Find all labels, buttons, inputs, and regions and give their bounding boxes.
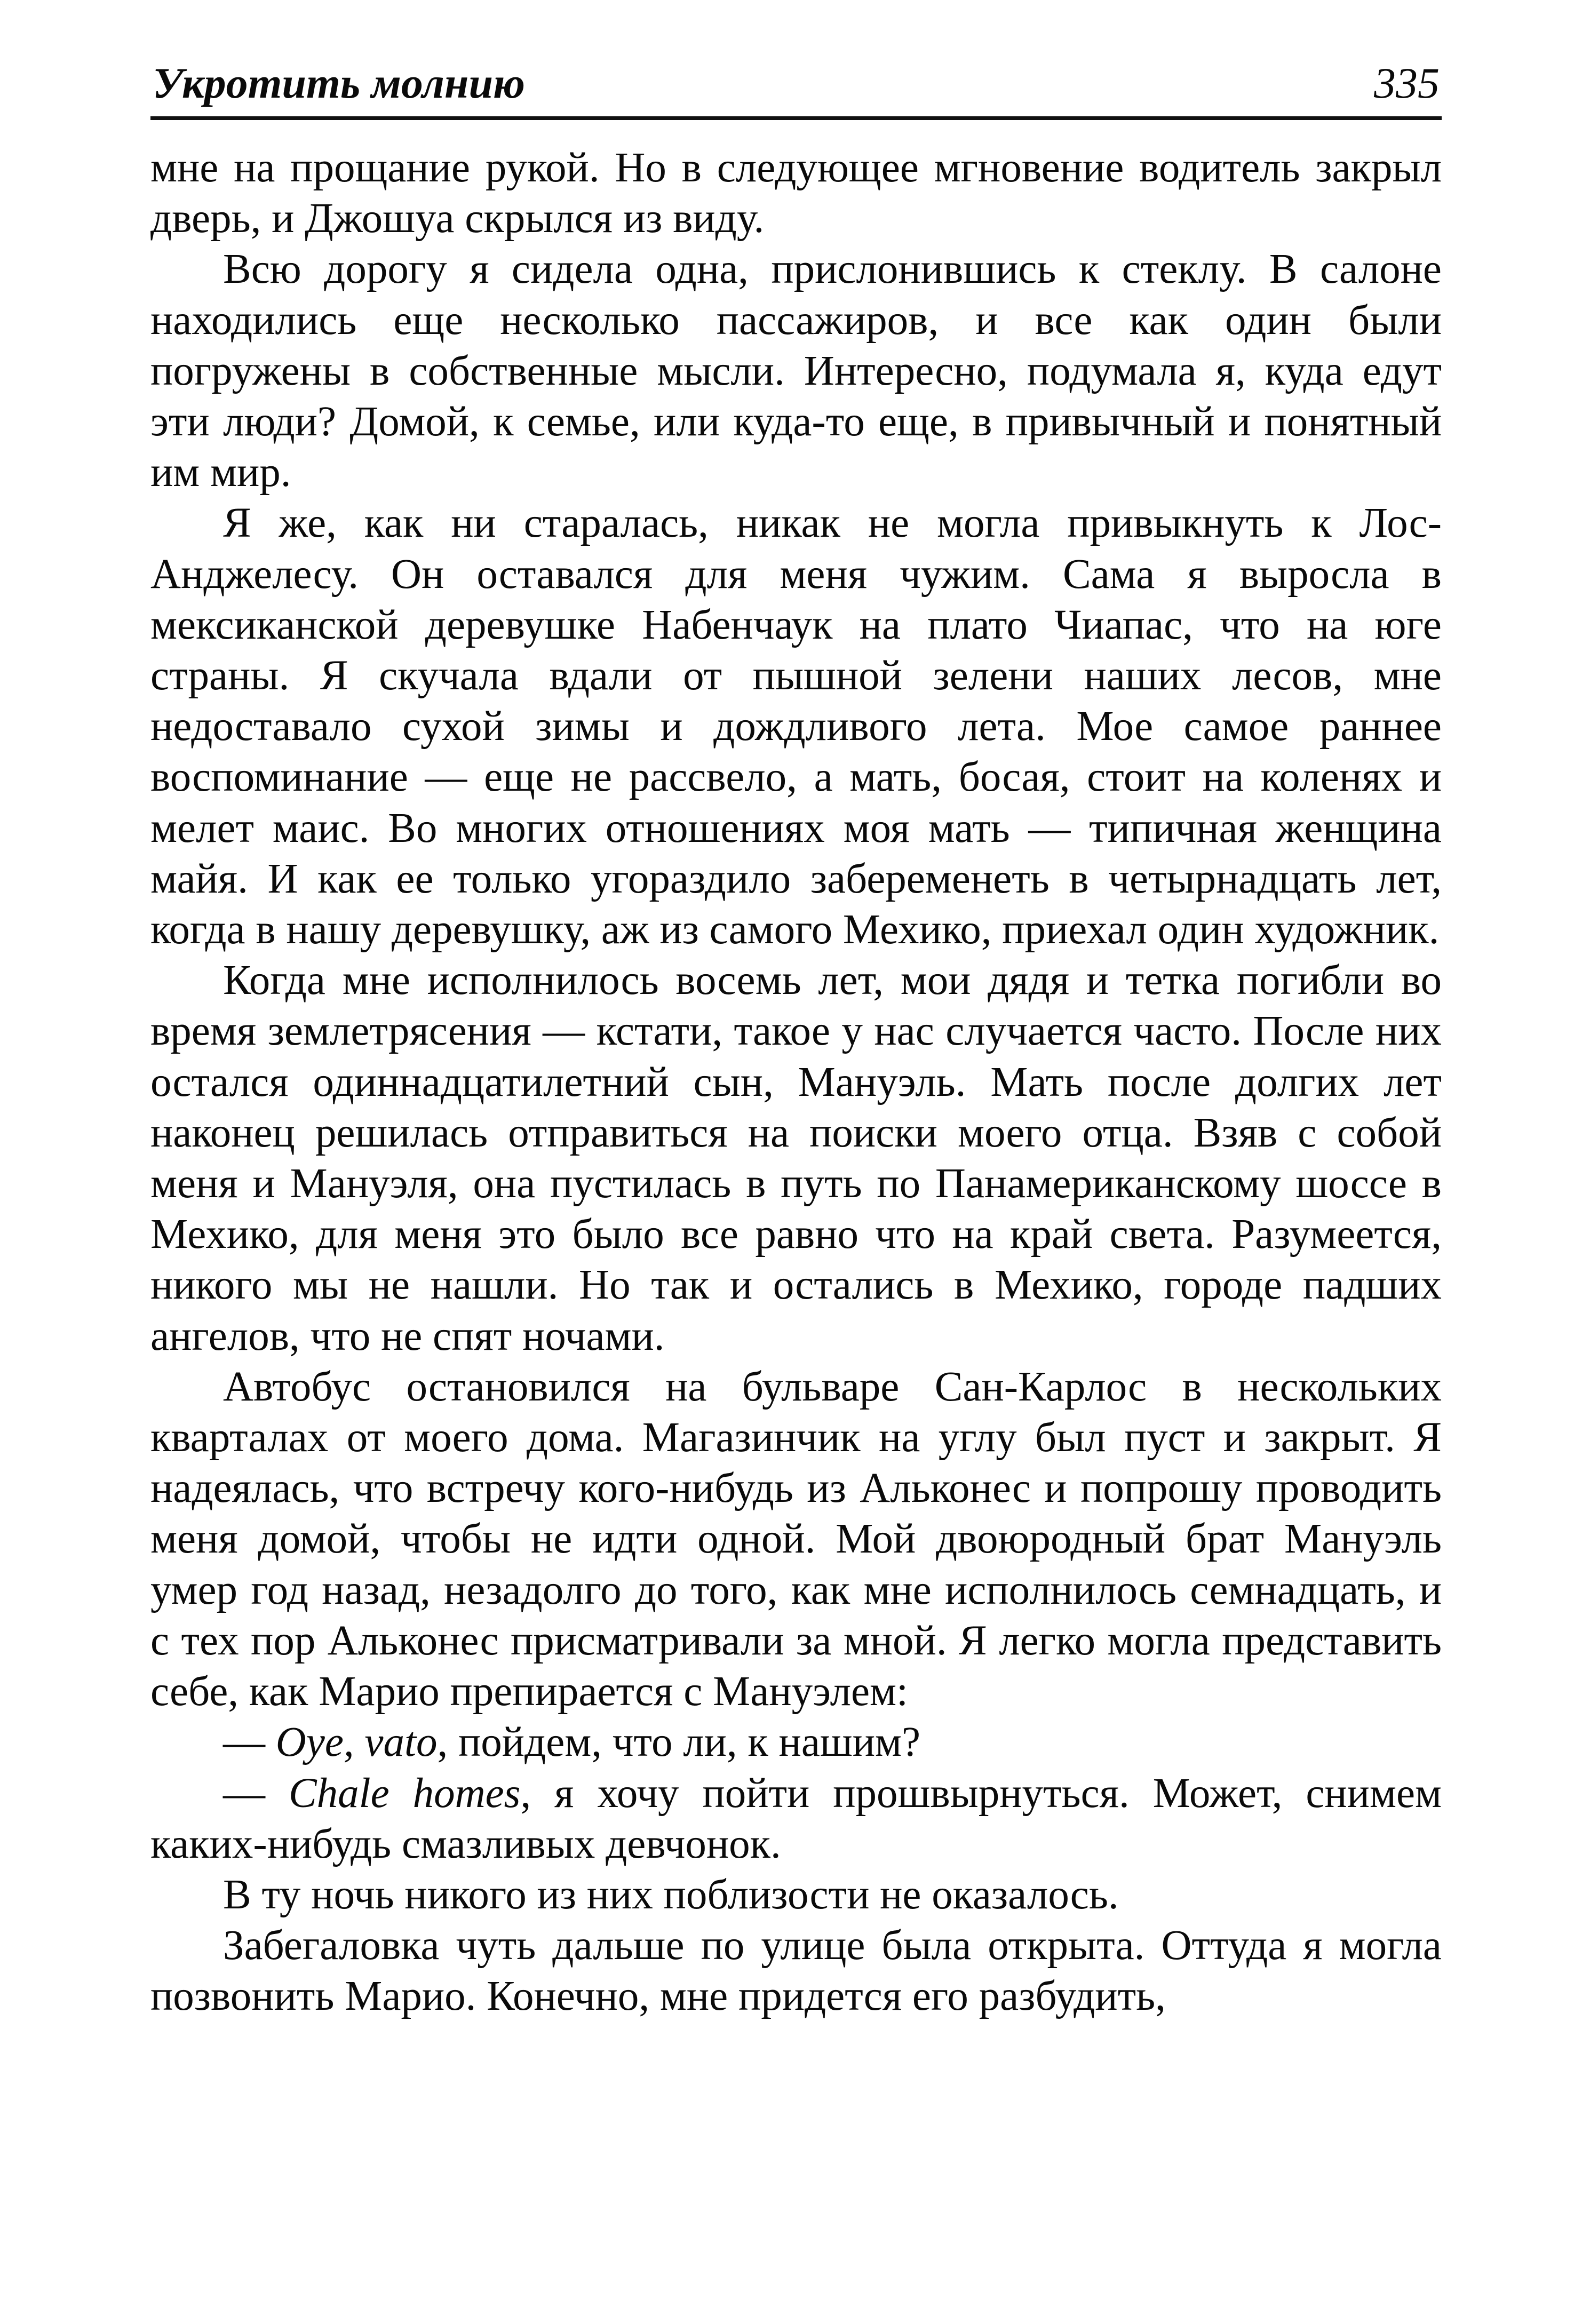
spanish-phrase: Chale homes xyxy=(288,1770,521,1817)
page-number: 335 xyxy=(1374,59,1440,107)
dialogue-line xyxy=(150,1768,1442,1869)
paragraph: Я же, как ни старалась, никак не могла привыкнуть к Лос-Анджелесу. Он оставался для меня чужим. Сама я выросла в мексиканской деревушке Набенчаук на плато Чиапас, что на юге страны. Я скучала вдали от пышной зелени наших лесов, мне недоставало сухой зимы и дождливого лета. Мое самое раннее воспоминание — еще не рассвело, а мать, босая, стоит на коленях и мелет маис. Во многих отношениях моя мать — типичная женщина майя. И как ее только угораздило забеременеть в четырнадцать лет, когда в нашу деревушку, аж из самого Мехико, приехал один художник. xyxy=(150,500,1442,953)
running-head xyxy=(150,53,1442,120)
dialogue-text: , я хочу пойти прошвырнуться. Может, снимем каких-нибудь смазливых девчонок. xyxy=(150,1770,1442,1867)
running-title: Укротить молнию xyxy=(153,59,525,107)
spanish-phrase: Oye, vato xyxy=(275,1719,438,1766)
paragraph: Когда мне исполнилось восемь лет, мои дядя и тетка погибли во время землетрясения — кстати, такое у нас случается часто. После них остался одиннадцатилетний сын, Мануэль. Мать после долгих лет наконец решилась отправиться на поиски моего отца. Взяв с собой меня и Мануэля, она пустилась в путь по Панамериканскому шоссе в Мехико, для меня это было все равно что на край света. Разумеется, никого мы не нашли. Но так и остались в Мехико, городе падших ангелов, что не спят ночами. xyxy=(150,957,1442,1359)
dialogue-line xyxy=(150,1717,1442,1768)
paragraph: В ту ночь никого из них поблизости не оказалось. xyxy=(223,1871,1119,1918)
text-body xyxy=(150,142,1442,2022)
dialogue-dash: — xyxy=(223,1719,276,1766)
book-page xyxy=(150,53,1442,2022)
dialogue-dash: — xyxy=(223,1770,289,1817)
paragraph: Всю дорогу я сидела одна, прислонившись к стеклу. В салоне находились еще несколько пассажиров, и все как один были погружены в собственные мысли. Интересно, подумала я, куда едут эти люди? Домой, к семье, или куда-то еще, в привычный и понятный им мир. xyxy=(150,246,1442,496)
dialogue-text: , пойдем, что ли, к нашим? xyxy=(437,1719,921,1766)
paragraph: Забегаловка чуть дальше по улице была открыта. Оттуда я могла позвонить Марио. Конечно, мне придется его разбудить, xyxy=(150,1922,1442,2020)
paragraph: мне на прощание рукой. Но в следующее мгновение водитель закрыл дверь, и Джошуа скрылся из виду. xyxy=(150,145,1442,242)
paragraph: Автобус остановился на бульваре Сан-Карлос в нескольких кварталах от моего дома. Магазинчик на углу был пуст и закрыт. Я надеялась, что встречу кого-нибудь из Альконес и попрошу проводить меня домой, чтобы не идти одной. Мой двоюродный брат Мануэль умер год назад, незадолго до того, как мне исполнилось семнадцать, и с тех пор Альконес присматривали за мной. Я легко могла представить себе, как Марио препирается с Мануэлем: xyxy=(150,1363,1442,1715)
